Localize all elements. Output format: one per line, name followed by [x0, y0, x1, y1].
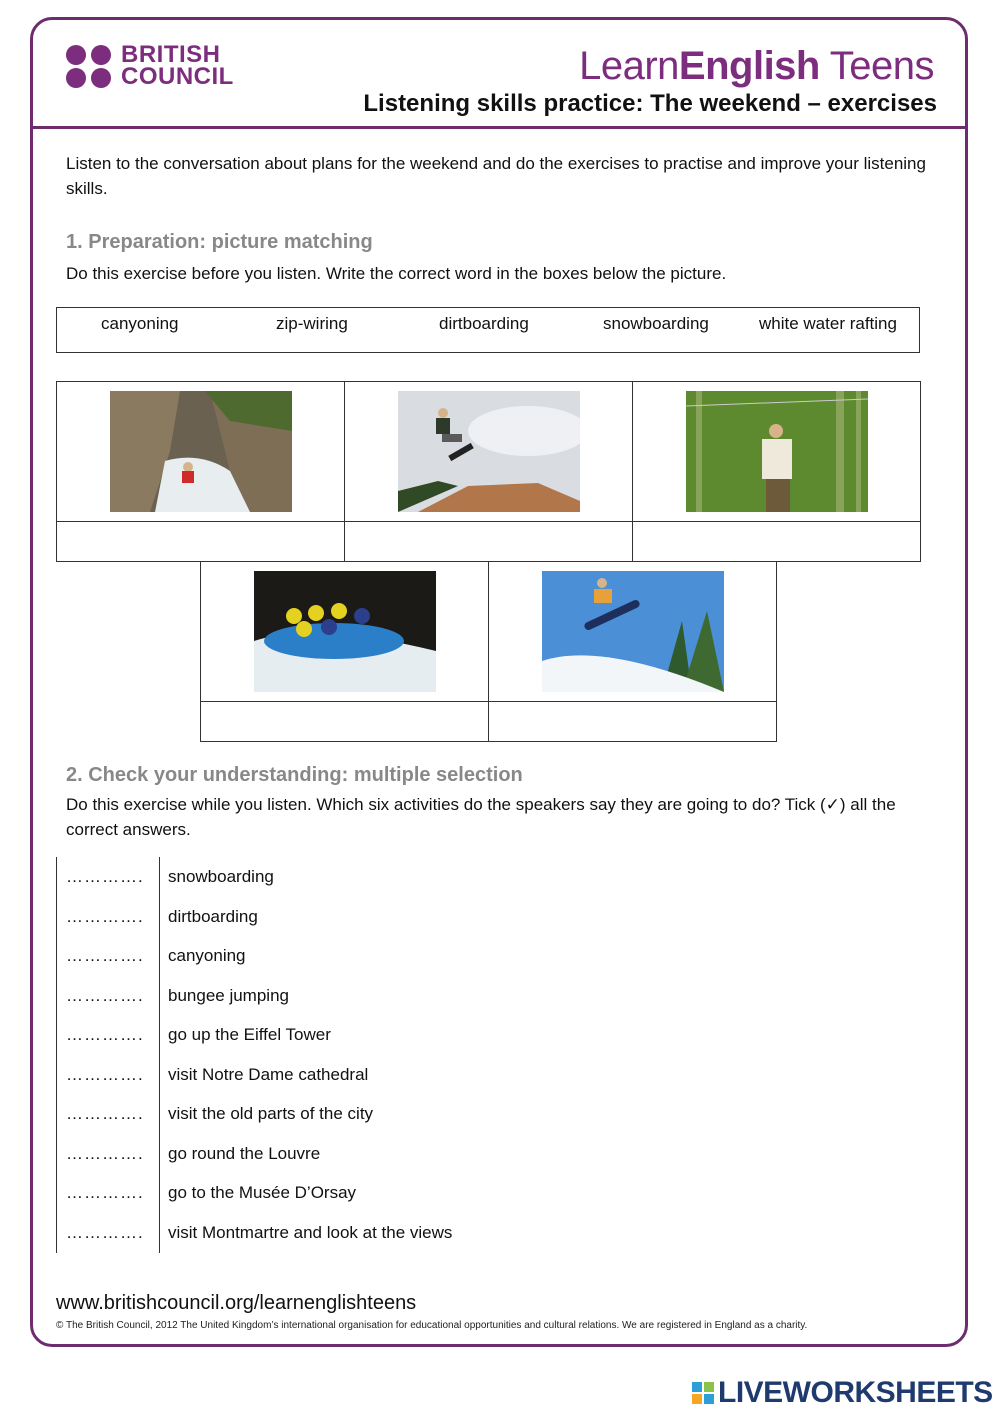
list-item [56, 1134, 756, 1174]
word-bank-item: white water rafting [759, 314, 897, 333]
answer-box[interactable] [200, 701, 489, 742]
picture-cell [56, 381, 345, 522]
activity-label: visit Notre Dame cathedral [168, 1065, 369, 1084]
list-item [56, 1213, 756, 1253]
tick-answer-field[interactable]: …………. [66, 1223, 144, 1242]
rafting-photo [254, 571, 436, 692]
answer-box[interactable] [344, 521, 633, 562]
list-item [56, 1055, 756, 1095]
bc-logo-line2: COUNCIL [121, 63, 234, 90]
footer-url-link[interactable]: www.britishcouncil.org/learnenglishteens [56, 1292, 417, 1314]
tick-answer-field[interactable]: …………. [66, 1065, 144, 1084]
section1-instruction: Do this exercise before you listen. Write the correct word in the boxes below the picture. [66, 264, 727, 283]
list-item [56, 936, 756, 976]
tick-answer-field[interactable]: …………. [66, 1025, 144, 1044]
bc-dots-icon [66, 45, 113, 88]
picture-cell [488, 561, 777, 702]
picture-cell [344, 381, 633, 522]
word-bank-item: snowboarding [603, 314, 709, 333]
tick-answer-field[interactable]: …………. [66, 1104, 144, 1123]
activity-label: visit the old parts of the city [168, 1104, 374, 1123]
tick-answer-field[interactable]: …………. [66, 1144, 144, 1163]
liveworksheets-logo [692, 1376, 993, 1410]
section2-heading: 2. Check your understanding: multiple selection [66, 764, 523, 786]
header-divider [30, 126, 968, 129]
picture-cell [200, 561, 489, 702]
tick-answer-field[interactable]: …………. [66, 946, 144, 965]
tick-answer-field[interactable]: …………. [66, 867, 144, 886]
liveworksheets-wordmark: LIVEWORKSHEETS [718, 1376, 993, 1409]
activity-label: dirtboarding [168, 907, 258, 926]
list-item [56, 857, 756, 897]
word-bank [56, 307, 920, 353]
activity-label: go round the Louvre [168, 1144, 321, 1163]
zip-wiring-photo [686, 391, 868, 512]
list-item [56, 1094, 756, 1134]
page-title: Listening skills practice: The weekend – exercises [363, 90, 937, 117]
list-item [56, 1015, 756, 1055]
list-item [56, 976, 756, 1016]
liveworksheets-icon [692, 1382, 714, 1404]
section1-heading: 1. Preparation: picture matching [66, 231, 373, 253]
activity-label: bungee jumping [168, 986, 289, 1005]
bc-logo-line1: BRITISH [121, 41, 221, 68]
answer-box[interactable] [56, 521, 345, 562]
answer-box[interactable] [488, 701, 777, 742]
list-item [56, 897, 756, 937]
word-bank-item: zip-wiring [276, 314, 348, 333]
snowboarding-photo [542, 571, 724, 692]
learnenglish-teens-logo: LearnEnglish Teens [579, 44, 934, 88]
dirtboarding-photo [398, 391, 580, 512]
footer-copyright: © The British Council, 2012 The United Kingdom’s international organisation for educational opportunities and cultural relations. We are registered in England as a charity. [56, 1320, 808, 1331]
word-bank-item: dirtboarding [439, 314, 529, 333]
list-item [56, 1173, 756, 1213]
activity-label: canyoning [168, 946, 246, 965]
section2-instruction: Do this exercise while you listen. Which six activities do the speakers say they are going to do? Tick (✓) all the correct answers. [66, 795, 896, 839]
tick-answer-field[interactable]: …………. [66, 986, 144, 1005]
activity-label: snowboarding [168, 867, 274, 886]
activity-label: go up the Eiffel Tower [168, 1025, 331, 1044]
word-bank-item: canyoning [101, 314, 179, 333]
british-council-logo [66, 41, 234, 90]
picture-cell [632, 381, 921, 522]
tick-answer-field[interactable]: …………. [66, 907, 144, 926]
answer-box[interactable] [632, 521, 921, 562]
canyoning-photo [110, 391, 292, 512]
intro-text: Listen to the conversation about plans for the weekend and do the exercises to practise and improve your listening skills. [66, 154, 926, 198]
activity-label: go to the Musée D’Orsay [168, 1183, 357, 1202]
tick-answer-field[interactable]: …………. [66, 1183, 144, 1202]
activity-label: visit Montmartre and look at the views [168, 1223, 453, 1242]
